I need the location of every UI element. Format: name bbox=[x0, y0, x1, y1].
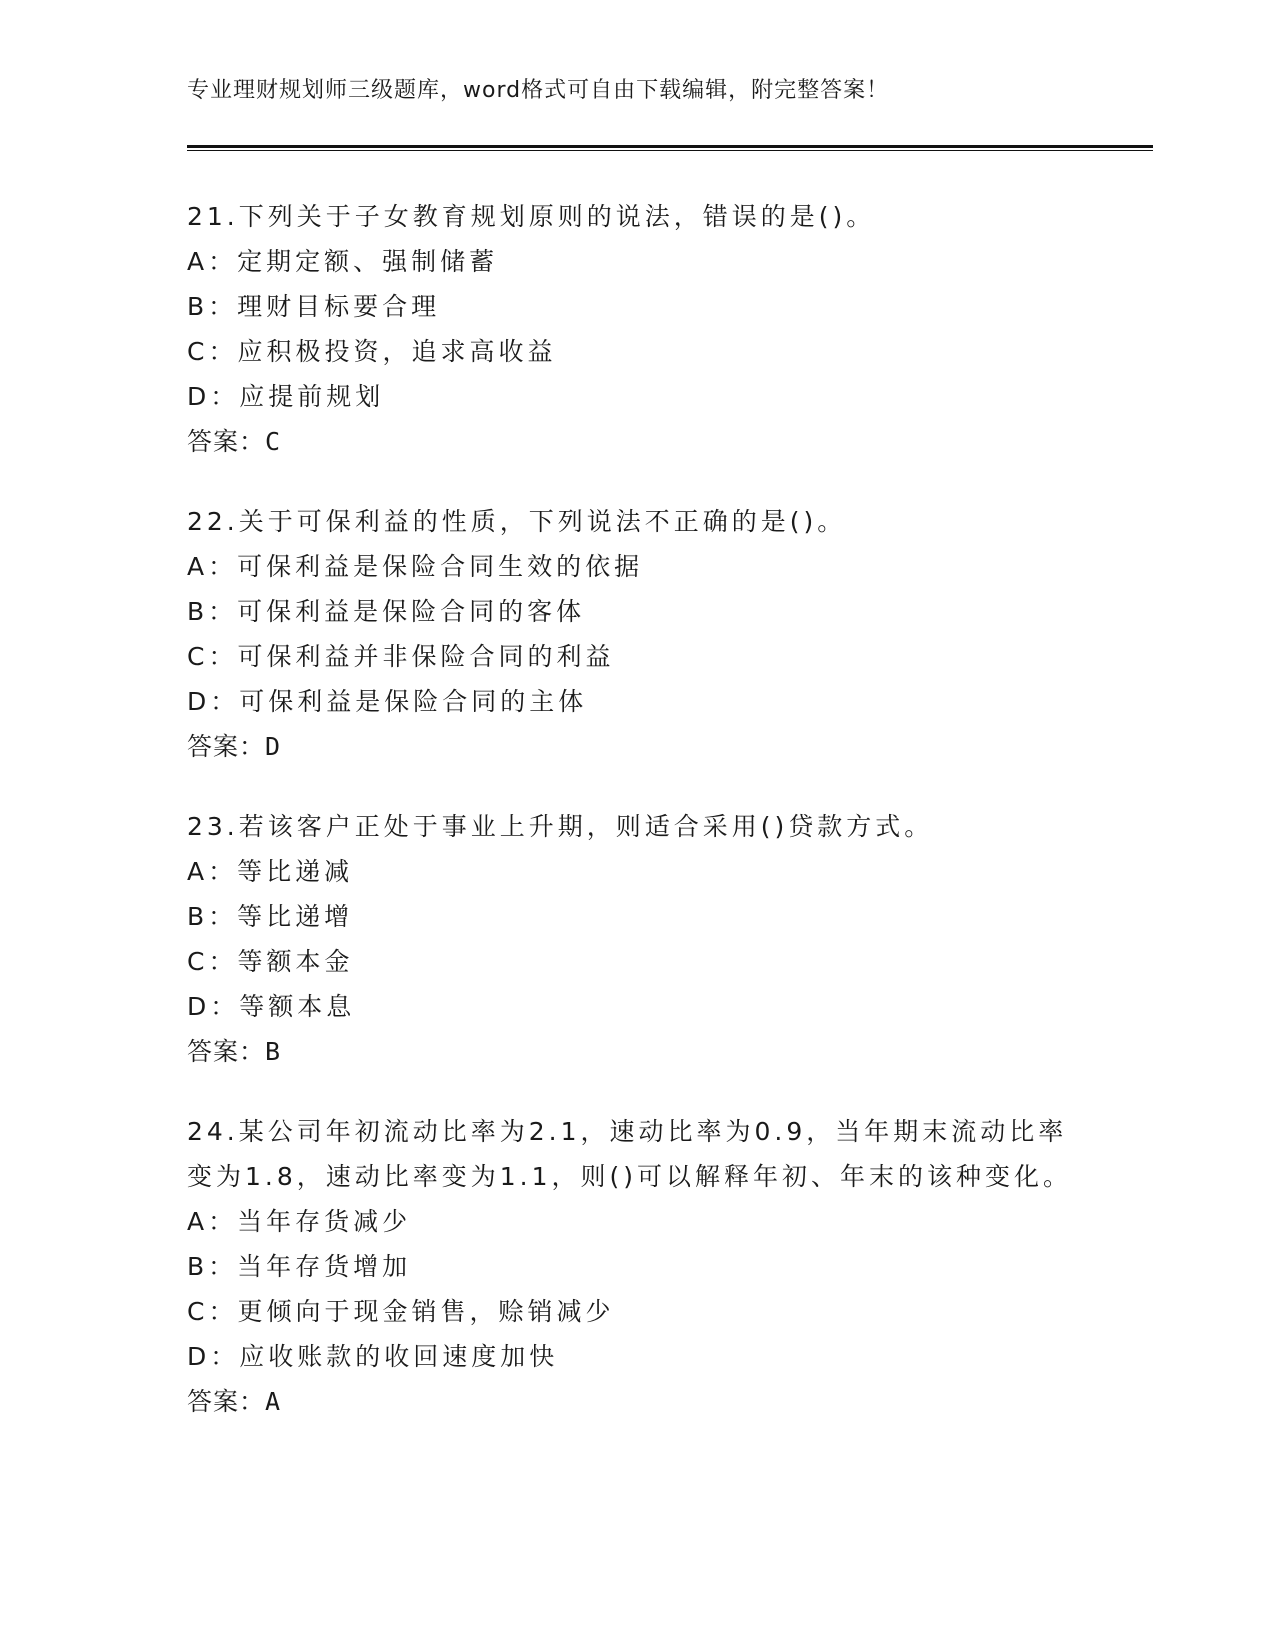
option-a: A：定期定额、强制储蓄 bbox=[187, 247, 499, 276]
question-21 bbox=[187, 194, 1087, 464]
answer bbox=[187, 419, 1087, 464]
question-24 bbox=[187, 1109, 1087, 1424]
header-divider bbox=[187, 145, 1153, 151]
option-d: D：应收账款的收回速度加快 bbox=[187, 1342, 559, 1371]
option-a: A：当年存货减少 bbox=[187, 1207, 412, 1236]
answer-label: 答案： bbox=[187, 732, 266, 761]
question-stem-line-2: 变为1.8，速动比率变为1.1，则()可以解释年初、年末的该种变化。 bbox=[187, 1162, 1073, 1191]
answer-value: D bbox=[265, 732, 282, 761]
answer bbox=[187, 724, 1087, 769]
question-stem: 21.下列关于子女教育规划原则的说法，错误的是()。 bbox=[187, 202, 876, 231]
option-c: C：等额本金 bbox=[187, 947, 354, 976]
answer-value: C bbox=[265, 427, 282, 456]
question-stem: 22.关于可保利益的性质，下列说法不正确的是()。 bbox=[187, 507, 847, 536]
option-a: A：可保利益是保险合同生效的依据 bbox=[187, 552, 644, 581]
option-d: D：可保利益是保险合同的主体 bbox=[187, 687, 588, 716]
answer-value: A bbox=[265, 1387, 282, 1416]
option-b: B：当年存货增加 bbox=[187, 1252, 412, 1281]
answer-value: B bbox=[265, 1037, 282, 1066]
option-c: C：应积极投资，追求高收益 bbox=[187, 337, 557, 366]
answer bbox=[187, 1029, 1087, 1074]
option-b: B：理财目标要合理 bbox=[187, 292, 441, 321]
answer-label: 答案： bbox=[187, 1387, 266, 1416]
option-b: B：等比递增 bbox=[187, 902, 354, 931]
question-22 bbox=[187, 499, 1087, 769]
answer bbox=[187, 1379, 1087, 1424]
option-b: B：可保利益是保险合同的客体 bbox=[187, 597, 586, 626]
question-stem-line-1: 24.某公司年初流动比率为2.1，速动比率为0.9，当年期末流动比率 bbox=[187, 1117, 1068, 1146]
answer-label: 答案： bbox=[187, 1037, 266, 1066]
option-d: D：应提前规划 bbox=[187, 382, 385, 411]
page-header: 专业理财规划师三级题库，word格式可自由下载编辑，附完整答案！ bbox=[187, 78, 890, 103]
answer-label: 答案： bbox=[187, 427, 266, 456]
question-stem: 23.若该客户正处于事业上升期，则适合采用()贷款方式。 bbox=[187, 812, 934, 841]
option-d: D：等额本息 bbox=[187, 992, 356, 1021]
option-c: C：更倾向于现金销售，赊销减少 bbox=[187, 1297, 615, 1326]
question-23 bbox=[187, 804, 1087, 1074]
option-c: C：可保利益并非保险合同的利益 bbox=[187, 642, 615, 671]
option-a: A：等比递减 bbox=[187, 857, 354, 886]
